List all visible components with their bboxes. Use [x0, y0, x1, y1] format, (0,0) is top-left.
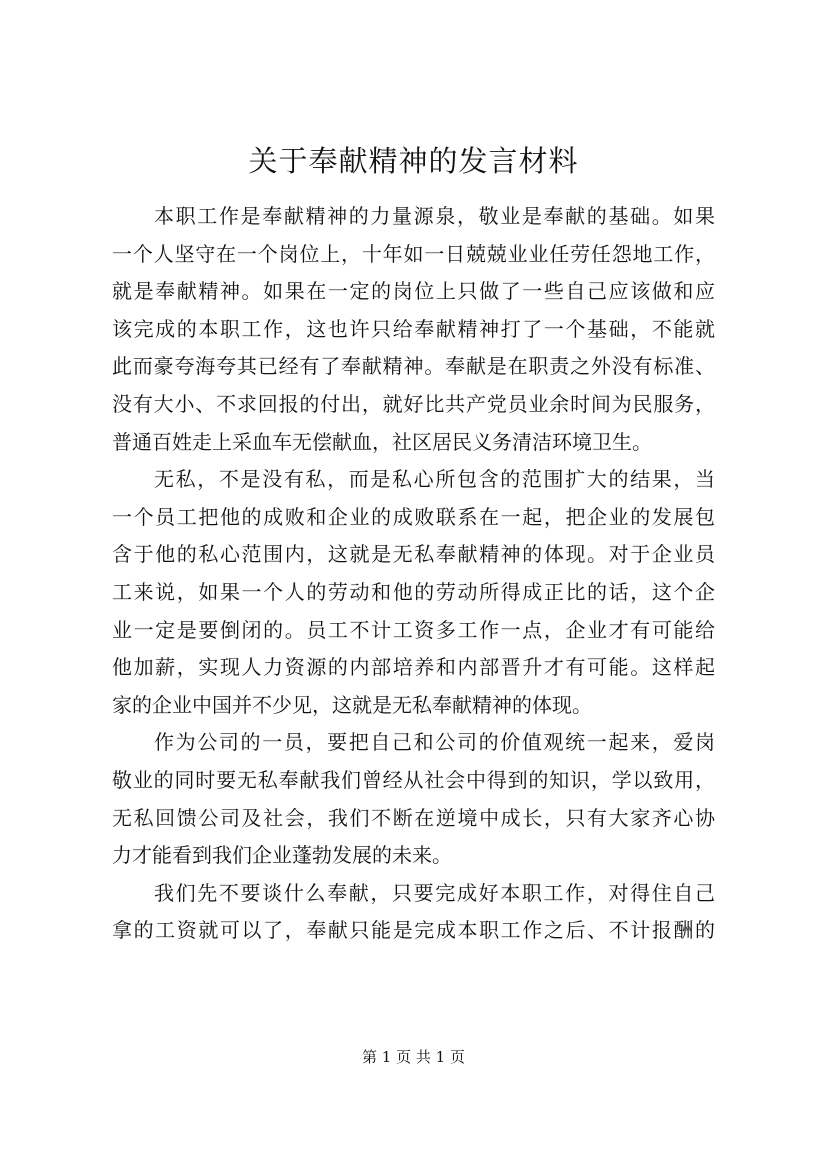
text-line: 力才能看到我们企业蓬勃发展的未来。 [112, 843, 452, 868]
text-line: 没有大小、不求回报的付出，就好比共产党员业余时间为民服务， [112, 391, 715, 416]
text-line: 就是奉献精神。如果在一定的岗位上只做了一些自己应该做和应 [112, 279, 715, 304]
text-line: 我们先不要谈什么奉献，只要完成好本职工作，对得住自己 [154, 880, 715, 905]
text-line: 无私，不是没有私，而是私心所包含的范围扩大的结果，当 [154, 467, 715, 492]
text-line: 无私回馈公司及社会，我们不断在逆境中成长，只有大家齐心协 [112, 805, 715, 830]
text-line: 作为公司的一员，要把自己和公司的价值观统一起来，爱岗 [154, 730, 715, 755]
document-title: 关于奉献精神的发言材料 [248, 144, 579, 178]
text-line: 一个人坚守在一个岗位上，十年如一日兢兢业业任劳任怨地工作， [112, 241, 715, 266]
document-body [112, 198, 715, 950]
text-line: 业一定是要倒闭的。员工不计工资多工作一点，企业才有可能给 [112, 617, 715, 642]
text-line: 含于他的私心范围内，这就是无私奉献精神的体现。对于企业员 [112, 542, 715, 567]
page-number-footer: 第 1 页 共 1 页 [362, 1048, 465, 1066]
text-line: 本职工作是奉献精神的力量源泉，敬业是奉献的基础。如果 [154, 204, 715, 228]
text-line: 此而豪夸海夸其已经有了奉献精神。奉献是在职责之外没有标准、 [112, 354, 715, 379]
text-line: 工来说，如果一个人的劳动和他的劳动所得成正比的话，这个企 [112, 579, 715, 604]
text-line: 普通百姓走上采血车无偿献血，社区居民义务清洁环境卫生。 [112, 429, 652, 454]
text-line: 该完成的本职工作，这也许只给奉献精神打了一个基础，不能就 [112, 316, 715, 341]
text-line: 拿的工资就可以了，奉献只能是完成本职工作之后、不计报酬的 [112, 918, 715, 943]
text-line: 他加薪，实现人力资源的内部培养和内部晋升才有可能。这样起 [112, 655, 715, 680]
text-line: 一个员工把他的成败和企业的成败联系在一起，把企业的发展包 [112, 504, 715, 529]
text-line: 家的企业中国并不少见，这就是无私奉献精神的体现。 [112, 692, 592, 717]
text-line: 敬业的同时要无私奉献我们曾经从社会中得到的知识，学以致用， [112, 767, 715, 792]
